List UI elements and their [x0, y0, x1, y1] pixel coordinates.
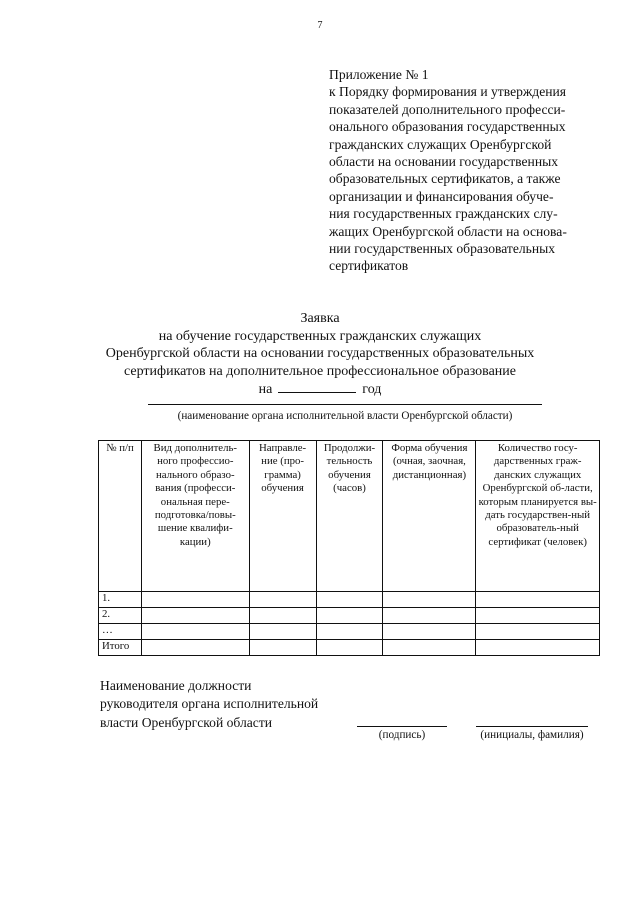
table-cell — [383, 640, 476, 656]
column-header: Направле-ние (про-грамма) обучения — [249, 441, 316, 592]
signatory-line: руководителя органа исполнительной — [100, 696, 319, 712]
table-cell — [141, 640, 249, 656]
table-total-row — [99, 640, 600, 656]
table-cell — [141, 624, 249, 640]
table-cell — [316, 608, 383, 624]
table-cell — [249, 592, 316, 608]
appendix-line: нии государственных образовательных — [329, 241, 556, 257]
title-line: Оренбургской области на основании государственных образовательных — [105, 346, 535, 362]
column-header: Вид дополнитель-ного профессио-нального образо-вания (професси-ональная пере-подготовка/повы-шение квалифи-кации) — [141, 441, 249, 592]
table-header-row — [99, 441, 600, 592]
appendix-block — [329, 66, 604, 275]
document-title — [0, 310, 640, 399]
appendix-line: области на основании государственных — [329, 154, 559, 170]
appendix-line: организации и финансирования обуче- — [329, 188, 554, 204]
column-header: Форма обучения (очная, заочная, дистанционная) — [383, 441, 476, 592]
table-cell — [316, 592, 383, 608]
table-cell — [316, 640, 383, 656]
title-heading: Заявка — [300, 311, 340, 326]
table-cell — [141, 592, 249, 608]
org-name-blank-line[interactable] — [148, 404, 542, 405]
name-caption: (инициалы, фамилия) — [480, 729, 584, 741]
appendix-line: гражданских служащих Оренбургской — [329, 136, 552, 152]
year-prefix: на — [258, 382, 273, 398]
application-table — [98, 440, 600, 656]
signatory-position — [100, 677, 318, 732]
table-row — [99, 592, 600, 608]
table-cell — [476, 624, 600, 640]
table-cell — [249, 640, 316, 656]
page-number: 7 — [317, 20, 323, 31]
table-row — [99, 608, 600, 624]
year-blank-field[interactable] — [278, 380, 356, 393]
table-row — [99, 624, 600, 640]
column-header: Количество госу-дарственных граж-данских служащих Оренбургской об-ласти, которым планируется вы-дать государствен-ный образователь-ный сертификат (человек) — [476, 441, 600, 592]
appendix-line: к Порядку формирования и утверждения — [329, 84, 567, 100]
column-header: Продолжи-тельность обучения (часов) — [316, 441, 383, 592]
appendix-line: Приложение № 1 — [329, 67, 429, 82]
appendix-line: жащих Оренбургской области на основа- — [329, 223, 567, 239]
table-cell — [383, 608, 476, 624]
table-cell — [476, 640, 600, 656]
table-cell: Итого — [99, 640, 142, 656]
appendix-line: сертификатов — [329, 258, 409, 274]
year-suffix: год — [362, 382, 382, 398]
table-cell: … — [99, 624, 142, 640]
table-cell — [249, 624, 316, 640]
title-line: на обучение государственных гражданских служащих — [158, 328, 482, 344]
table-cell — [476, 592, 600, 608]
table-cell: 2. — [99, 608, 142, 624]
appendix-line: показателей дополнительного професси- — [329, 101, 566, 117]
year-line — [0, 380, 640, 399]
title-line: сертификатов на дополнительное профессиональное образование — [123, 363, 516, 379]
table-cell — [249, 608, 316, 624]
table-cell — [383, 592, 476, 608]
signatory-line: Наименование должности — [100, 678, 252, 693]
table-cell: 1. — [99, 592, 142, 608]
table-cell — [141, 608, 249, 624]
table-cell — [476, 608, 600, 624]
signature-blank-line[interactable] — [357, 726, 447, 727]
org-name-caption: (наименование органа исполнительной власти Оренбургской области) — [177, 410, 513, 422]
signature-caption: (подпись) — [378, 729, 426, 741]
name-blank-line[interactable] — [476, 726, 588, 727]
appendix-line: онального образования государственных — [329, 119, 566, 135]
table-cell — [383, 624, 476, 640]
appendix-line: ния государственных гражданских слу- — [329, 206, 558, 222]
appendix-line: образовательных сертификатов, а также — [329, 171, 561, 187]
column-header: № п/п — [99, 441, 142, 592]
signatory-line: власти Оренбургской области — [100, 714, 273, 730]
table-cell — [316, 624, 383, 640]
